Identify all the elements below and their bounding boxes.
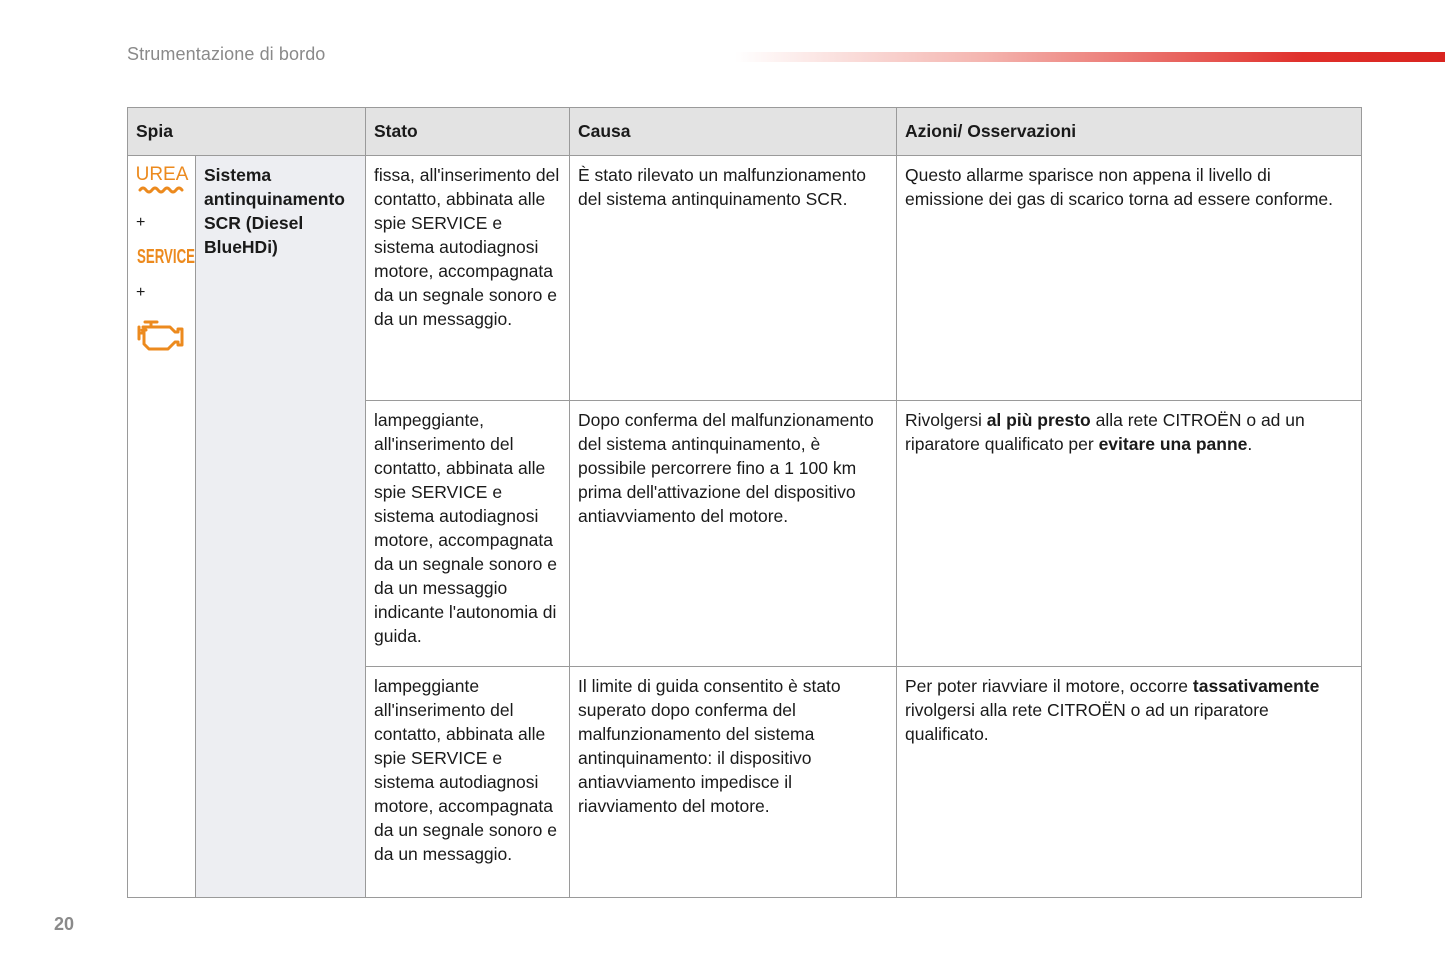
table-row [128, 156, 1362, 401]
header-accent-bar [735, 52, 1445, 62]
azioni-cell [897, 667, 1362, 898]
indicator-icons-cell [128, 156, 196, 898]
plus-sign: + [136, 214, 146, 231]
service-label: SERVICE [137, 246, 195, 268]
column-header-spia: Spia [128, 108, 366, 156]
azioni-text: . [1247, 434, 1253, 454]
engine-check-icon [136, 313, 186, 353]
table-header-row [128, 108, 1362, 156]
urea-label: UREA [135, 164, 189, 185]
page-number: 20 [54, 914, 75, 934]
azioni-text: alla rete CITROËN o ad un riparatore qualificato per [905, 410, 1305, 454]
azioni-text: Per poter riavviare il motore, occorre [905, 676, 1193, 696]
page-header-title: Strumentazione di bordo [127, 44, 326, 64]
service-icon [136, 243, 196, 267]
column-header-stato: Stato [366, 108, 570, 156]
causa-cell: Dopo conferma del malfunzionamento del sistema antinquinamento, è possibile percorrere fino a 1 100 km prima dell'attivazione del dispositivo antiavviamento del motore. [570, 401, 897, 667]
system-name-cell: Sistema antinquinamento SCR (Diesel BlueHDi) [196, 156, 366, 898]
column-header-causa: Causa [570, 108, 897, 156]
azioni-cell: Questo allarme sparisce non appena il livello di emissione dei gas di scarico torna ad essere conforme. [897, 156, 1362, 401]
stato-cell: lampeggiante, all'inserimento del contatto, abbinata alle spie SERVICE e sistema autodiagnosi motore, accompagnata da un segnale sonoro e da un messaggio indicante l'autonomia di guida. [366, 401, 570, 667]
causa-cell: È stato rilevato un malfunzionamento del sistema antinquinamento SCR. [570, 156, 897, 401]
column-header-azioni: Azioni/ Osservazioni [897, 108, 1362, 156]
urea-icon [136, 163, 188, 197]
causa-cell: Il limite di guida consentito è stato superato dopo conferma del malfunzionamento del sistema antinquinamento: il dispositivo antiavviamento impedisce il riavviamento del motore. [570, 667, 897, 898]
stato-cell: lampeggiante all'inserimento del contatto, abbinata alle spie SERVICE e sistema autodiagnosi motore, accompagnata da un segnale sonoro e da un messaggio. [366, 667, 570, 898]
azioni-emphasis: tassativamente [1192, 676, 1320, 696]
warning-lights-table [127, 107, 1362, 898]
stato-cell: fissa, all'inserimento del contatto, abbinata alle spie SERVICE e sistema autodiagnosi motore, accompagnata da un segnale sonoro e da un messaggio. [366, 156, 570, 401]
azioni-emphasis: al più presto [986, 410, 1091, 430]
plus-sign: + [136, 284, 146, 301]
azioni-text: Rivolgersi [905, 410, 987, 430]
azioni-text: rivolgersi alla rete CITROËN o ad un riparatore qualificato. [905, 700, 1269, 744]
azioni-emphasis: evitare una panne [1098, 434, 1248, 454]
azioni-cell [897, 401, 1362, 667]
